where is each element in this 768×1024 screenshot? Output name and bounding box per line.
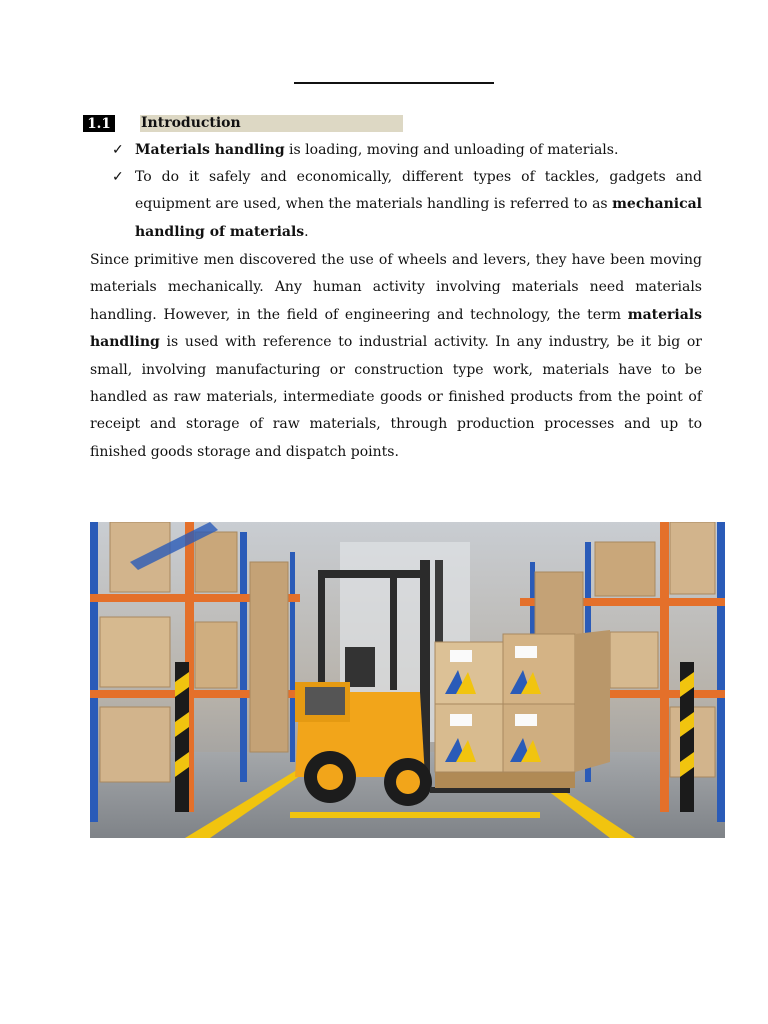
pallet-boxes [435,630,610,788]
header-rule [294,82,494,84]
bullet-text-1 [135,137,702,164]
bullet-term: Materials handling [135,142,285,158]
paragraph-bold-term: materials handling [90,306,702,351]
paragraph-part2: is used with reference to industrial activity. In any industry, be it big or small, involving manufacturing or construction type work, materials have to be handled as raw materials, intermediate goods or finished products from the point of receipt and storage of raw materials, through production processes and up to finished goods storage and dispatch points. [90,334,702,460]
forklift-illustration [90,522,725,838]
forklift-warehouse-photo [90,522,725,838]
bullet-bold-tail: mechanical handling of materials [135,196,702,240]
bullet-body: To do it safely and economically, different types of tackles, gadgets and equipment are used, when the materials handling is referred to as [135,169,702,213]
section-number: 1.1 [83,115,115,132]
intro-paragraph [90,247,702,466]
bullet-item-2 [112,164,702,246]
bullet-end: . [304,223,309,240]
bullet-item-1 [112,137,702,164]
bullet-text-2 [135,164,702,246]
bullet-rest: is loading, moving and unloading of materials. [284,142,619,158]
paragraph-part1: Since primitive men discovered the use of wheels and levers, they have been moving materials mechanically. Any human activity involving materials need materials handling. However, in the field of engineering and technology, the term [90,252,702,323]
checkmark-icon: ✓ [112,169,124,185]
checkmark-icon: ✓ [112,142,124,158]
section-title: Introduction [140,115,403,132]
